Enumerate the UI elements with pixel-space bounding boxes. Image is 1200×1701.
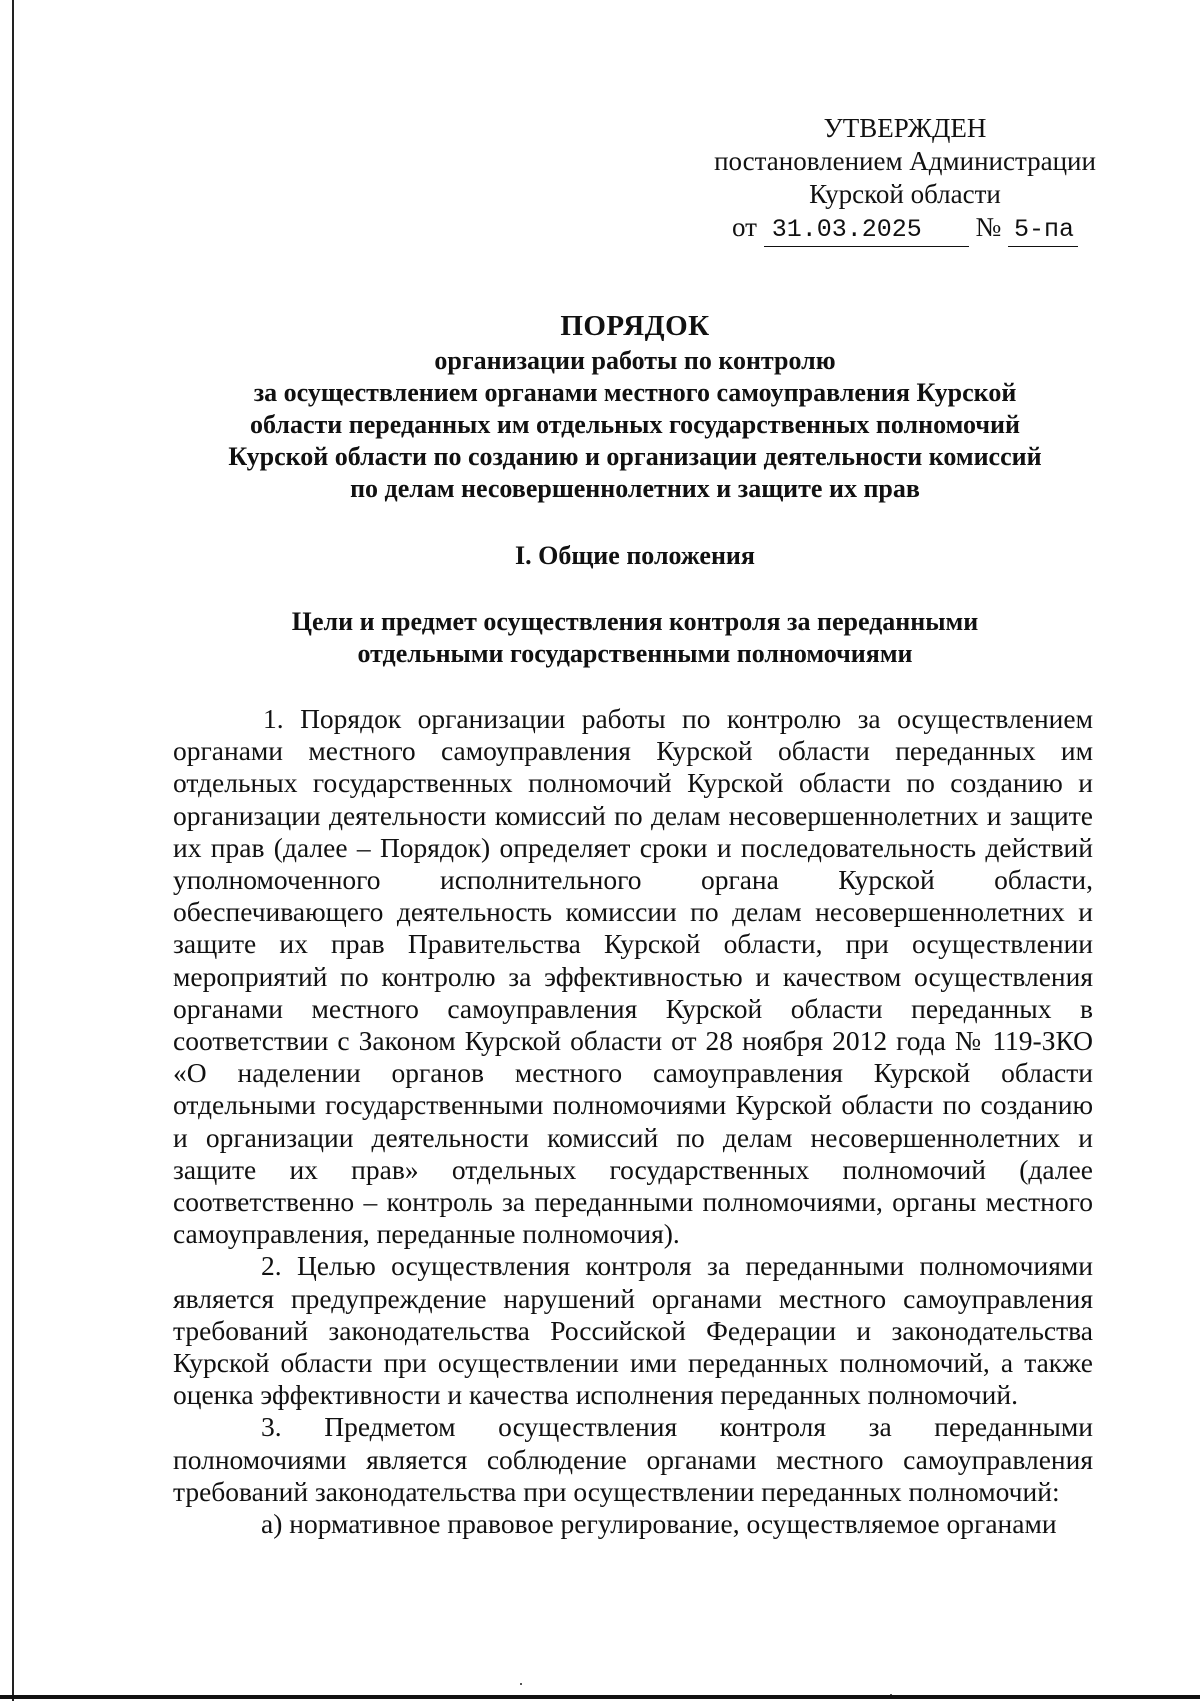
scan-edge-bottom — [0, 1695, 1200, 1699]
approval-number: 5-па — [1008, 213, 1078, 247]
paragraph-3a: а) нормативное правовое регулирование, осуществляемое органами — [261, 1508, 1057, 1540]
approval-title: УТВЕРЖДЕН — [823, 113, 987, 143]
subsection-heading — [160, 606, 1110, 670]
document-title-line: по делам несовершеннолетних и защите их прав — [350, 474, 920, 503]
approval-issuer-line: постановлением Администрации — [714, 146, 1096, 176]
paragraph-3: 3. Предметом осуществления контроля за переданными полномочиями является соблюдение органами местного самоуправления требований законодательства при осуществлении переданных полномочий: — [173, 1411, 1093, 1507]
document-title — [160, 307, 1110, 505]
date-prefix: от — [732, 212, 757, 242]
approval-date-line — [680, 211, 1130, 247]
document-title-line: организации работы по контролю — [434, 346, 836, 375]
subsection-heading-line: отдельными государственными полномочиями — [357, 639, 913, 668]
scan-edge-left — [12, 0, 14, 1701]
document-title-line: за осуществлением органами местного самоуправления Курской — [253, 378, 1017, 407]
document-title-line: области переданных им отдельных государственных полномочий — [250, 410, 1020, 439]
approval-date: 31.03.2025 — [764, 213, 969, 247]
document-title-line: Курской области по созданию и организации деятельности комиссий — [228, 442, 1042, 471]
document-title-main: ПОРЯДОК — [560, 310, 710, 342]
paragraph-2: 2. Целью осуществления контроля за переданными полномочиями является предупреждение нарушений органами местного самоуправления требований законодательства Российской Федерации и законодательства Курской области при осуществлении ими переданных полномочий, а также оценка эффективности и качества исполнения переданных полномочий. — [173, 1250, 1093, 1411]
paragraph-1: 1. Порядок организации работы по контролю за осуществлением органами местного самоуправления Курской области переданных им отдельных государственных полномочий Курской области по созданию и организации деятельности комиссий по делам несовершеннолетних и защите их прав (далее – Порядок) определяет сроки и последовательность действий уполномоченного исполнительного органа Курской области, обеспечивающего деятельность комиссии по делам несовершеннолетних и защите их прав Правительства Курской области, при осуществлении мероприятий по контролю за эффективностью и качеством осуществления органами местного самоуправления Курской области переданных в соответствии с Законом Курской области от 28 ноября 2012 года № 119-ЗКО «О наделении органов местного самоуправления Курской области отдельными государственными полномочиями Курской области по созданию и организации деятельности комиссий по делам несовершеннолетних и защите их прав» отдельных государственных полномочий (далее соответственно – контроль за переданными полномочиями, органы местного самоуправления, переданные полномочия). — [173, 703, 1093, 1250]
approval-region-line: Курской области — [809, 179, 1001, 209]
subsection-heading-line: Цели и предмет осуществления контроля за переданными — [291, 607, 979, 636]
scan-speck — [520, 1683, 522, 1685]
number-prefix: № — [975, 212, 1002, 242]
section-heading: I. Общие положения — [515, 541, 755, 570]
document-body — [173, 703, 1093, 1540]
approval-stamp-block — [680, 112, 1130, 247]
